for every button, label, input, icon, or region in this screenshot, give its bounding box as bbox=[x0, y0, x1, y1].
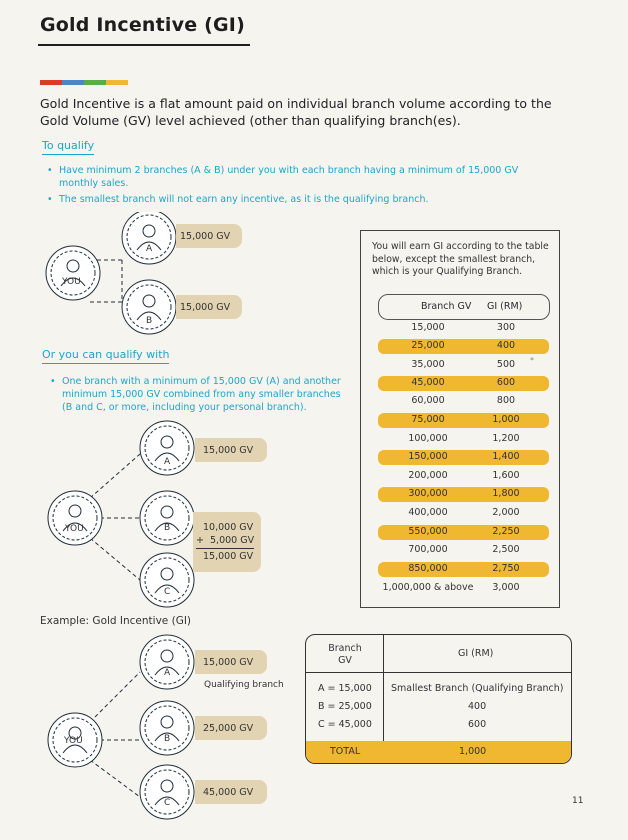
branch-a-node bbox=[122, 212, 176, 264]
gi-branch-gv: 100,000 bbox=[408, 433, 448, 444]
title-underline bbox=[38, 44, 250, 46]
gi-table-header bbox=[378, 294, 550, 320]
example-header-branch: Branch GV bbox=[328, 643, 362, 666]
gi-branch-gv: 1,000,000 & above bbox=[382, 582, 474, 593]
example-row-b-gv: B = 25,000 bbox=[318, 701, 372, 712]
branch-c-node bbox=[140, 553, 194, 607]
example-row-c-gi: 600 bbox=[468, 719, 487, 730]
example-row-b-gi: 400 bbox=[468, 701, 487, 712]
qualifying-branch-label: Qualifying branch bbox=[204, 680, 284, 690]
gi-branch-gv: 75,000 bbox=[411, 414, 445, 425]
gi-table-row bbox=[378, 543, 549, 558]
header-divider bbox=[306, 672, 571, 673]
branch-b-label: B bbox=[164, 734, 171, 744]
branch-a-node bbox=[140, 635, 194, 689]
header-gi: GI (RM) bbox=[487, 301, 523, 312]
gi-amount: 1,400 bbox=[492, 451, 520, 462]
example-header-gi: GI (RM) bbox=[458, 648, 494, 659]
gv-pill-a: 15,000 GV bbox=[176, 224, 242, 248]
gi-amount: 1,200 bbox=[492, 433, 520, 444]
gi-table-row bbox=[378, 413, 549, 428]
gi-table-row bbox=[378, 432, 549, 447]
gi-table-row bbox=[378, 581, 549, 596]
total-label: TOTAL bbox=[330, 746, 361, 757]
gi-table-row bbox=[378, 394, 549, 409]
gi-amount: 2,250 bbox=[492, 526, 520, 537]
branch-c-label: C bbox=[164, 798, 171, 808]
you-node bbox=[48, 491, 102, 545]
branch-a-label: A bbox=[164, 457, 171, 467]
example-row-a-gi: Smallest Branch (Qualifying Branch) bbox=[391, 683, 564, 694]
gi-branch-gv: 25,000 bbox=[411, 340, 445, 351]
sum-line-2: 5,000 GV bbox=[210, 535, 255, 546]
gi-amount: 1,000 bbox=[492, 414, 520, 425]
alt-bullet: • One branch with a minimum of 15,000 GV (A) and another minimum 15,000 GV combined from any smaller branches (B and C, or more, including your personal branch). bbox=[62, 375, 344, 414]
gi-branch-gv: 35,000 bbox=[411, 359, 445, 370]
branch-b-node bbox=[140, 701, 194, 755]
gi-table-row bbox=[378, 487, 549, 502]
gi-branch-gv: 150,000 bbox=[408, 451, 448, 462]
sum-total: 15,000 GV bbox=[203, 551, 254, 562]
example-row-c-gv: C = 45,000 bbox=[318, 719, 372, 730]
gi-table-row bbox=[378, 339, 549, 354]
branch-a-label: A bbox=[146, 244, 153, 254]
gi-table-row bbox=[378, 358, 549, 373]
gi-amount: 2,000 bbox=[492, 507, 520, 518]
gv-pill-b: 15,000 GV bbox=[176, 295, 242, 319]
gi-branch-gv: 45,000 bbox=[411, 377, 445, 388]
gi-branch-gv: 700,000 bbox=[408, 544, 448, 555]
gi-table-row bbox=[378, 506, 549, 521]
gi-amount: 600 bbox=[496, 377, 516, 388]
gi-amount: 3,000 bbox=[492, 582, 520, 593]
gi-branch-gv: 850,000 bbox=[408, 563, 448, 574]
sum-line-1: 10,000 GV bbox=[203, 522, 254, 533]
total-value: 1,000 bbox=[459, 746, 487, 757]
page-title: Gold Incentive (GI) bbox=[40, 14, 245, 36]
gi-table-row bbox=[378, 469, 549, 484]
example-total-row bbox=[306, 741, 571, 763]
gi-branch-gv: 400,000 bbox=[408, 507, 448, 518]
example-table bbox=[305, 634, 572, 764]
example-heading: Example: Gold Incentive (GI) bbox=[40, 615, 192, 627]
gi-table-row bbox=[378, 376, 549, 391]
gi-amount: 800 bbox=[496, 395, 516, 406]
you-label: YOU bbox=[65, 524, 84, 534]
gi-amount: 2,750 bbox=[492, 563, 520, 574]
qualify-bullet-1: • Have minimum 2 branches (A & B) under you with each branch having a minimum of 15,000 GV monthly sales. bbox=[59, 164, 529, 190]
gv-pill-c: 45,000 GV bbox=[195, 780, 267, 804]
gi-amount: 1,800 bbox=[492, 488, 520, 499]
gi-amount: 2,500 bbox=[492, 544, 520, 555]
gi-amount: 300 bbox=[496, 322, 516, 333]
gi-branch-gv: 200,000 bbox=[408, 470, 448, 481]
gi-table-intro: You will earn GI according to the table below, except the smallest branch, which is your Qualifying Branch. bbox=[372, 241, 549, 277]
gi-amount: 400 bbox=[496, 340, 516, 351]
you-label: YOU bbox=[62, 277, 81, 287]
branch-c-node bbox=[140, 765, 194, 819]
gi-table-row bbox=[378, 321, 549, 336]
branch-c-label: C bbox=[164, 587, 171, 597]
gi-branch-gv: 300,000 bbox=[408, 488, 448, 499]
you-node bbox=[46, 246, 100, 300]
example-row-a-gv: A = 15,000 bbox=[318, 683, 372, 694]
gv-pill-b: 25,000 GV bbox=[195, 716, 267, 740]
gi-branch-gv: 60,000 bbox=[411, 395, 445, 406]
mark: * bbox=[530, 356, 534, 365]
page-number: 11 bbox=[572, 796, 584, 806]
gi-amount: 500 bbox=[496, 359, 516, 370]
intro-paragraph: Gold Incentive is a flat amount paid on individual branch volume according to the Gold Volume (GV) level achieved (other than qualifying branch(es). bbox=[40, 96, 552, 128]
gv-pill-a: 15,000 GV bbox=[195, 650, 267, 674]
you-label: YOU bbox=[64, 736, 83, 746]
alt-qualify-heading: Or you can qualify with bbox=[42, 348, 169, 361]
branch-a-label: A bbox=[164, 668, 171, 678]
gi-table-row bbox=[378, 562, 549, 577]
gi-branch-gv: 15,000 bbox=[411, 322, 445, 333]
branch-b-node bbox=[140, 491, 194, 545]
branch-b-label: B bbox=[146, 316, 153, 326]
branch-b-label: B bbox=[164, 523, 171, 533]
plus-sign: + bbox=[196, 535, 204, 546]
gi-amount: 1,600 bbox=[492, 470, 520, 481]
color-strip bbox=[40, 80, 128, 85]
qualify-bullet-2: • The smallest branch will not earn any incentive, as it is the qualifying branch. bbox=[59, 193, 529, 206]
to-qualify-heading: To qualify bbox=[42, 139, 94, 152]
sum-divider bbox=[196, 548, 254, 549]
gi-table-row bbox=[378, 525, 549, 540]
gi-branch-gv: 550,000 bbox=[408, 526, 448, 537]
gv-pill-a: 15,000 GV bbox=[195, 438, 267, 462]
gi-table-row bbox=[378, 450, 549, 465]
header-branch-gv: Branch GV bbox=[421, 301, 472, 312]
